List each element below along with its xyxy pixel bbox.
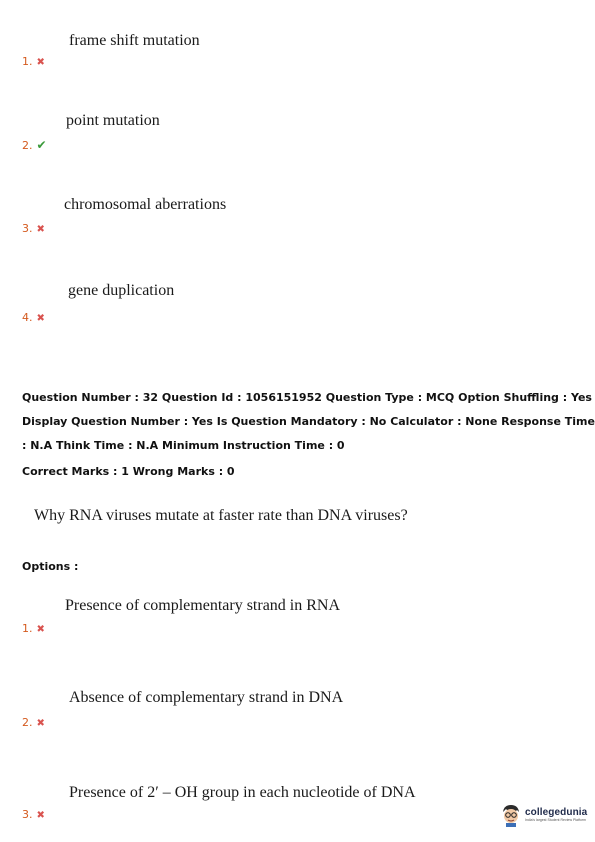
option-2-text: Absence of complementary strand in DNA bbox=[69, 689, 344, 706]
question-meta-line-2: Display Question Number : Yes Is Question Mandatory : No Calculator : None Response Time bbox=[22, 415, 595, 428]
cross-icon: ✖ bbox=[36, 810, 45, 821]
mascot-icon bbox=[500, 803, 522, 827]
collegedunia-logo bbox=[500, 803, 587, 827]
prev-option-2-text: point mutation bbox=[66, 112, 160, 129]
prev-option-3-text: chromosomal aberrations bbox=[64, 196, 227, 213]
cross-icon: ✖ bbox=[36, 224, 45, 235]
prev-option-1-text: frame shift mutation bbox=[69, 32, 200, 49]
prev-option-4-number: 4. ✖ bbox=[22, 311, 45, 324]
question-marks: Correct Marks : 1 Wrong Marks : 0 bbox=[22, 465, 235, 478]
prev-option-4-text: gene duplication bbox=[68, 282, 175, 299]
option-1-number: 1. ✖ bbox=[22, 622, 45, 635]
cross-icon: ✖ bbox=[36, 718, 45, 729]
question-meta-line-3: : N.A Think Time : N.A Minimum Instruction Time : 0 bbox=[22, 439, 345, 452]
cross-icon: ✖ bbox=[36, 57, 45, 68]
option-3-text: Presence of 2′ – OH group in each nucleotide of DNA bbox=[69, 784, 416, 801]
logo-name: collegedunia bbox=[525, 807, 588, 818]
option-2-number: 2. ✖ bbox=[22, 716, 45, 729]
question-meta-line-1: Question Number : 32 Question Id : 1056151952 Question Type : MCQ Option Shuffling : Yes bbox=[22, 391, 592, 404]
options-label: Options : bbox=[22, 560, 79, 573]
option-3-number: 3. ✖ bbox=[22, 808, 45, 821]
cross-icon: ✖ bbox=[36, 624, 45, 635]
prev-option-2-number: 2. ✔ bbox=[22, 138, 47, 152]
prev-option-1-number: 1. ✖ bbox=[22, 55, 45, 68]
question-text: Why RNA viruses mutate at faster rate than DNA viruses? bbox=[34, 507, 408, 524]
check-icon: ✔ bbox=[36, 138, 47, 152]
cross-icon: ✖ bbox=[36, 313, 45, 324]
logo-tagline: India's largest Student Review Platform bbox=[525, 818, 586, 822]
option-1-text: Presence of complementary strand in RNA bbox=[65, 597, 341, 614]
prev-option-3-number: 3. ✖ bbox=[22, 222, 45, 235]
